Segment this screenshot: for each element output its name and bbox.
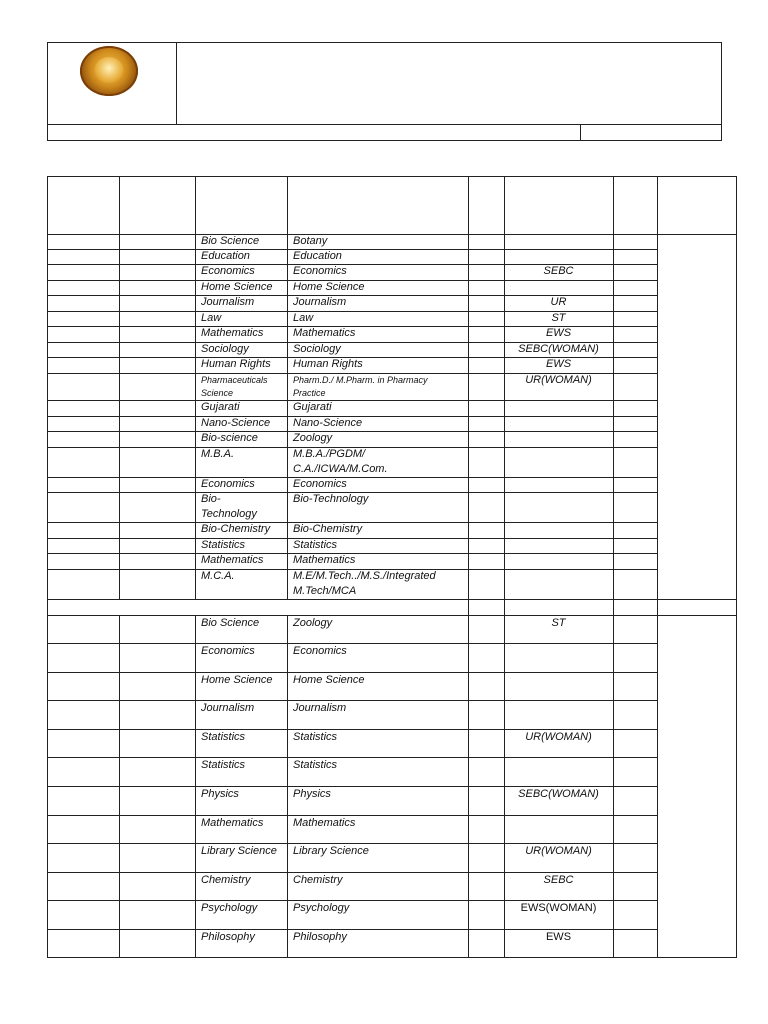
subject-cell: Economics [293, 478, 347, 490]
subject-cell: Mathematics [293, 327, 356, 339]
header-column-rule [468, 176, 469, 234]
dept-cell: Bio-Chemistry [201, 523, 271, 535]
subject-cell: Physics [293, 788, 331, 800]
subject-cell: Philosophy [293, 931, 347, 943]
subject-cell: M.E/M.Tech../M.S./Integrated [293, 570, 436, 582]
dept-cell: Education [201, 250, 250, 262]
row-rule [47, 431, 657, 432]
dept-cell: Gujarati [201, 401, 240, 413]
dept-cell: Mathematics [201, 327, 264, 339]
dept-cell: Statistics [201, 731, 246, 743]
dept-cell: Home Science [201, 281, 273, 293]
section-divider-rule [47, 615, 737, 616]
subject-cell: Journalism [293, 702, 347, 714]
subject-cell: Nano-Science [293, 417, 363, 429]
subject-cell: Mathematics [293, 817, 356, 829]
row-rule [47, 757, 657, 758]
header-column-rule [119, 176, 120, 234]
column-rule [657, 599, 658, 615]
column-rule [504, 599, 505, 615]
dept-cell: Chemistry [201, 874, 251, 886]
dept-cell: Pharmaceuticals [201, 375, 268, 385]
subject-cell: Botany [293, 235, 328, 247]
subject-cell: M.B.A./PGDM/ [293, 448, 366, 460]
dept-cell: Law [201, 312, 222, 324]
category-cell: UR [550, 296, 567, 308]
subject-cell: Journalism [293, 296, 347, 308]
subject-cell: Statistics [293, 539, 338, 551]
subject-cell: Home Science [293, 674, 365, 686]
category-cell: EWS(WOMAN) [520, 902, 597, 914]
header-column-rule [613, 176, 614, 234]
section-divider-rule [47, 599, 737, 600]
subject-cell: Pharm.D./ M.Pharm. in Pharmacy [293, 375, 428, 385]
subject-cell: Education [293, 250, 342, 262]
dept-cell: M.C.A. [201, 570, 235, 582]
category-cell: UR(WOMAN) [525, 845, 592, 857]
subject-cell: Statistics [293, 759, 338, 771]
dept-cell: Sociology [201, 343, 249, 355]
column-rule [657, 615, 658, 958]
dept-cell: Mathematics [201, 554, 264, 566]
category-cell: SEBC [543, 265, 574, 277]
subject-cell: Economics [293, 265, 347, 277]
dept-cell: Economics [201, 265, 255, 277]
category-cell: EWS [545, 358, 572, 370]
row-rule [47, 400, 657, 401]
dept-cell: Technology [201, 508, 257, 520]
dept-cell: Home Science [201, 674, 273, 686]
dept-cell: Bio- [201, 493, 221, 505]
column-rule [613, 599, 614, 615]
dept-cell: Library Science [201, 845, 277, 857]
column-rule [468, 599, 469, 615]
header-column-rule [287, 176, 288, 234]
subject-cell: Zoology [293, 617, 333, 629]
category-cell: SEBC(WOMAN) [518, 343, 599, 355]
dept-cell: Economics [201, 478, 255, 490]
dept-cell: Bio Science [201, 235, 260, 247]
category-cell: EWS [545, 327, 572, 339]
dept-cell: Bio Science [201, 617, 260, 629]
dept-cell: Philosophy [201, 931, 255, 943]
row-rule [47, 643, 657, 644]
subject-cell: Chemistry [293, 874, 343, 886]
category-cell: UR(WOMAN) [525, 731, 592, 743]
header-bottom-rule [47, 234, 737, 235]
dept-cell: Economics [201, 645, 255, 657]
subject-cell: M.Tech/MCA [293, 585, 357, 597]
row-rule [47, 477, 657, 478]
category-cell: UR(WOMAN) [525, 374, 592, 386]
subject-cell: Library Science [293, 845, 369, 857]
category-cell: EWS [545, 931, 572, 943]
category-cell: SEBC [543, 874, 574, 886]
university-seal-icon [80, 46, 138, 96]
dept-cell: Mathematics [201, 817, 264, 829]
dept-cell: Statistics [201, 539, 246, 551]
header-column-rule [195, 176, 196, 234]
subject-cell: Zoology [293, 432, 333, 444]
header-column-rule [504, 176, 505, 234]
subject-cell: C.A./ICWA/M.Com. [293, 463, 388, 475]
subject-cell: Statistics [293, 731, 338, 743]
subject-cell: Human Rights [293, 358, 363, 370]
row-rule [47, 700, 657, 701]
dept-cell: Physics [201, 788, 239, 800]
subject-cell: Home Science [293, 281, 365, 293]
dept-cell: Human Rights [201, 358, 271, 370]
dept-cell: Journalism [201, 296, 255, 308]
dept-cell: Science [201, 388, 234, 398]
header-rule [47, 124, 722, 125]
subject-cell: Law [293, 312, 314, 324]
dept-cell: Psychology [201, 902, 258, 914]
header-subdivider [580, 124, 581, 141]
dept-cell: Bio-science [201, 432, 258, 444]
dept-cell: Statistics [201, 759, 246, 771]
row-rule [47, 249, 657, 250]
header-divider [176, 42, 177, 125]
subject-cell: Mathematics [293, 554, 356, 566]
dept-cell: Journalism [201, 702, 255, 714]
dept-cell: M.B.A. [201, 448, 235, 460]
subject-cell: Sociology [293, 343, 341, 355]
header-column-rule [657, 176, 658, 234]
subject-cell: Bio-Technology [293, 493, 369, 505]
subject-cell: Economics [293, 645, 347, 657]
category-cell: ST [551, 617, 566, 629]
dept-cell: Nano-Science [201, 417, 271, 429]
category-cell: ST [551, 312, 566, 324]
subject-cell: Bio-Chemistry [293, 523, 363, 535]
header-box [47, 42, 722, 141]
row-rule [47, 538, 657, 539]
subject-cell: Gujarati [293, 401, 332, 413]
column-rule [657, 234, 658, 599]
subject-cell: Psychology [293, 902, 350, 914]
category-cell: SEBC(WOMAN) [518, 788, 599, 800]
main-table [47, 176, 737, 958]
subject-cell: Practice [293, 388, 326, 398]
